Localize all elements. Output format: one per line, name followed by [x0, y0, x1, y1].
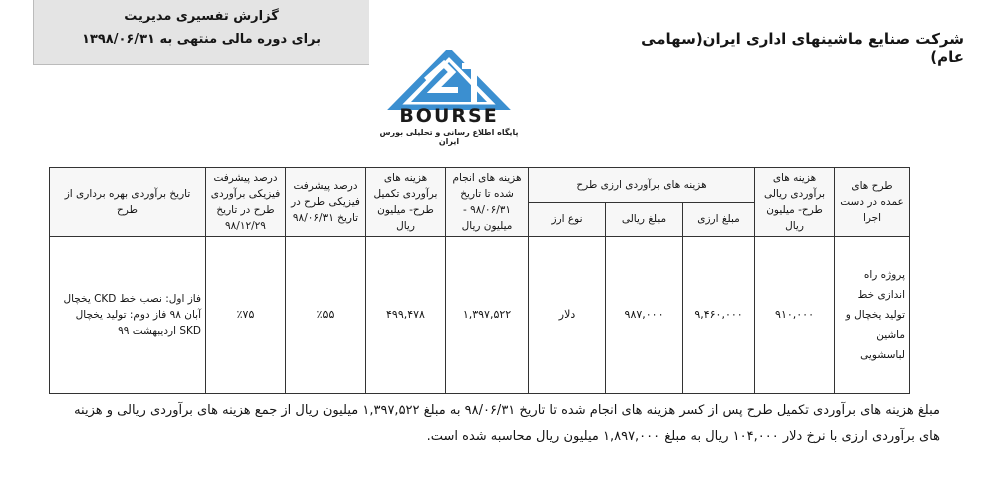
summary-paragraph: مبلغ هزینه های برآوردی تکمیل طرح پس از کسر هزینه های انجام شده تا تاریخ ۹۸/۰۶/۳۱ به مبلغ ۱,۳۹۷,۵۲۲ میلیون ریال از جمع هزینه های برآوردی ریالی و هزینه های برآوردی ارزی با نرخ دلار ۱۰۴,۰۰۰ ریال به مبلغ ۱,۸۹۷,۰۰۰ میلیون ریال محاسبه شده است.	[74, 403, 940, 444]
cell-rial-amount: ۹۸۷,۰۰۰	[606, 237, 683, 394]
bourse-logo	[374, 50, 534, 146]
header-operation-date: تاریخ برآوردی بهره برداری از طرح	[50, 168, 206, 237]
header-completion-cost: هزینه های برآوردی تکمیل طرح- میلیون ریال	[366, 168, 446, 237]
header-progress-estimated: درصد پیشرفت فیزیکی برآوردی طرح در تاریخ ۹۸/۱۲/۲۹	[206, 168, 286, 237]
projects-table	[49, 167, 910, 394]
company-name: شرکت صنایع ماشینهای اداری ایران(سهامی عام)	[641, 30, 964, 66]
logo-subtitle: پایگاه اطلاع رسانی و تحلیلی بورس ایران	[379, 128, 519, 146]
cell-fx-amount: ۹,۴۶۰,۰۰۰	[683, 237, 755, 394]
cell-completion-cost: ۴۹۹,۴۷۸	[366, 237, 446, 394]
report-period: برای دوره مالی منتهی به ۱۳۹۸/۰۶/۳۱	[82, 32, 321, 47]
cell-project: پروژه راه اندازی خط تولید یخچال و ماشین لباسشویی	[835, 237, 910, 394]
cell-progress-estimated: ٪۷۵	[206, 237, 286, 394]
cell-currency-type: دلار	[529, 237, 606, 394]
header-project: طرح های عمده در دست اجرا	[835, 168, 910, 237]
report-title: گزارش تفسیری مدیریت	[124, 9, 279, 24]
header-rial-cost: هزینه های برآوردی ریالی طرح- میلیون ریال	[755, 168, 835, 237]
logo-mark-icon	[374, 50, 524, 110]
table-row	[50, 237, 910, 394]
cell-operation-date: فاز اول: نصب خط CKD یخچال آبان ۹۸ فاز دوم: تولید یخچال SKD اردیبهشت ۹۹	[50, 237, 206, 394]
header-progress-current: درصد پیشرفت فیزیکی طرح در تاریخ ۹۸/۰۶/۳۱	[286, 168, 366, 237]
header-currency-type: نوع ارز	[529, 202, 606, 237]
cell-rial-cost: ۹۱۰,۰۰۰	[755, 237, 835, 394]
header-fx-group: هزینه های برآوردی ارزی طرح	[529, 168, 755, 203]
cell-incurred-cost: ۱,۳۹۷,۵۲۲	[446, 237, 529, 394]
logo-wordmark: BOURSE	[399, 105, 499, 127]
cell-progress-current: ٪۵۵	[286, 237, 366, 394]
header-fx-amount: مبلغ ارزی	[683, 202, 755, 237]
report-title-box	[33, 0, 369, 65]
table-header-row	[50, 168, 910, 203]
header-incurred-cost: هزینه های انجام شده تا تاریخ ۹۸/۰۶/۳۱ - میلیون ریال	[446, 168, 529, 237]
header-rial-amount: مبلغ ریالی	[606, 202, 683, 237]
